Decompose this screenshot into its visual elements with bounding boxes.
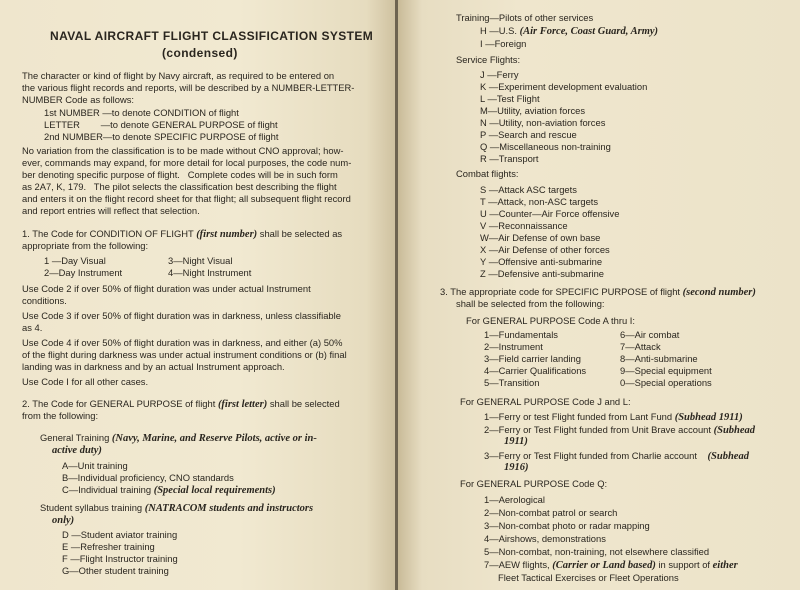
specific-item-cont: 1911) bbox=[504, 436, 528, 447]
purpose-item: Y —Offensive anti-submarine bbox=[480, 256, 603, 267]
purpose-item: E —Refresher training bbox=[62, 541, 155, 552]
left-page bbox=[0, 0, 398, 590]
training-heading: Training—Pilots of other services bbox=[456, 12, 594, 23]
section-2-line: from the following: bbox=[22, 410, 99, 421]
specific-item: 3—Ferry or Test Flight funded from Charlie account (Subhead bbox=[484, 450, 749, 462]
intro-line: The character or kind of flight by Navy aircraft, as required to be entered on bbox=[22, 70, 335, 81]
code-part: 2nd NUMBER—to denote SPECIFIC PURPOSE of flight bbox=[44, 131, 279, 142]
section-2-heading: 2. The Code for GENERAL PURPOSE of flight (first letter) shall be selected bbox=[22, 398, 340, 410]
purpose-item: K —Experiment development evaluation bbox=[480, 81, 648, 92]
specific-item: 1—Fundamentals bbox=[484, 329, 558, 340]
specific-item: 7—AEW flights, (Carrier or Land based) in support of either bbox=[484, 559, 738, 571]
specific-item: 1—Ferry or test Flight funded from Lant Fund (Subhead 1911) bbox=[484, 411, 743, 423]
purpose-item: Q —Miscellaneous non-training bbox=[480, 141, 611, 152]
purpose-item: P —Search and rescue bbox=[480, 129, 577, 140]
purpose-item: J —Ferry bbox=[480, 69, 519, 80]
general-training-note: active duty) bbox=[52, 445, 102, 456]
use-code-3: Use Code 3 if over 50% of flight duration was in darkness, unless classifiable bbox=[22, 310, 341, 321]
specific-item: 3—Non-combat photo or radar mapping bbox=[484, 520, 650, 531]
variation-line: No variation from the classification is to be made without CNO approval; how- bbox=[22, 145, 344, 156]
purpose-item: G—Other student training bbox=[62, 565, 169, 576]
variation-line: and report entries will reflect that selection. bbox=[22, 205, 200, 216]
specific-item: 4—Airshows, demonstrations bbox=[484, 533, 606, 544]
specific-item: 1—Aerological bbox=[484, 494, 545, 505]
specific-item: 0—Special operations bbox=[620, 377, 712, 388]
service-heading: Service Flights: bbox=[456, 54, 521, 65]
purpose-item: F —Flight Instructor training bbox=[62, 553, 178, 564]
purpose-item: S —Attack ASC targets bbox=[480, 184, 577, 195]
specific-item: 9—Special equipment bbox=[620, 365, 712, 376]
use-code-2: Use Code 2 if over 50% of flight duration was under actual Instrument bbox=[22, 283, 311, 294]
purpose-item: I —Foreign bbox=[480, 38, 527, 49]
use-code-2: conditions. bbox=[22, 295, 67, 306]
purpose-item: X —Air Defense of other forces bbox=[480, 244, 610, 255]
condition-item: 1 —Day Visual bbox=[44, 255, 106, 266]
intro-line: the various flight records and reports, will be described by a NUMBER-LETTER- bbox=[22, 82, 355, 93]
specific-item: 8—Anti-submarine bbox=[620, 353, 698, 364]
specific-item: 5—Non-combat, non-training, not elsewhere classified bbox=[484, 546, 710, 557]
use-code-4: Use Code 4 if over 50% of flight duration was in darkness, and either (a) 50% bbox=[22, 337, 343, 348]
code-j-heading: For GENERAL PURPOSE Code J and L: bbox=[460, 396, 631, 407]
purpose-item: L —Test Flight bbox=[480, 93, 540, 104]
purpose-item: C—Individual training (Special local requirements) bbox=[62, 484, 276, 496]
specific-item-cont: 1916) bbox=[504, 462, 529, 473]
specific-item: 2—Ferry or Test Flight funded from Unit Brave account (Subhead bbox=[484, 424, 756, 436]
code-q-heading: For GENERAL PURPOSE Code Q: bbox=[460, 478, 608, 489]
purpose-item: U —Counter—Air Force offensive bbox=[480, 208, 620, 219]
specific-item: 5—Transition bbox=[484, 377, 540, 388]
combat-heading: Combat flights: bbox=[456, 168, 519, 179]
purpose-item: V —Reconnaissance bbox=[480, 220, 568, 231]
use-code-1: Use Code I for all other cases. bbox=[22, 376, 149, 387]
intro-line: NUMBER Code as follows: bbox=[22, 94, 135, 105]
use-code-4: of the flight during darkness was under actual instrument conditions or (b) final bbox=[22, 349, 347, 360]
use-code-3: as 4. bbox=[22, 322, 43, 333]
specific-item-cont: Fleet Tactical Exercises or Fleet Operations bbox=[498, 572, 679, 583]
use-code-4: landing was in darkness and by an actual Instrument approach. bbox=[22, 361, 285, 372]
code-a-heading: For GENERAL PURPOSE Code A thru I: bbox=[466, 315, 635, 326]
purpose-item: Z —Defensive anti-submarine bbox=[480, 268, 605, 279]
student-syllabus-note: only) bbox=[52, 515, 75, 526]
right-page bbox=[398, 0, 800, 590]
condition-item: 2—Day Instrument bbox=[44, 267, 123, 278]
purpose-item: T —Attack, non-ASC targets bbox=[480, 196, 599, 207]
purpose-item: H —U.S. (Air Force, Coast Guard, Army) bbox=[480, 25, 659, 37]
section-3-line: shall be selected from the following: bbox=[456, 298, 605, 309]
specific-item: 2—Instrument bbox=[484, 341, 543, 352]
condition-item: 3—Night Visual bbox=[168, 255, 233, 266]
variation-line: as 2A7, K, 179. The pilot selects the classification best describing the flight bbox=[22, 181, 337, 192]
general-training-label: General Training (Navy, Marine, and Reserve Pilots, active or in- bbox=[40, 432, 317, 444]
specific-item: 3—Field carrier landing bbox=[484, 353, 581, 364]
specific-item: 4—Carrier Qualifications bbox=[484, 365, 587, 376]
purpose-item: A—Unit training bbox=[62, 460, 128, 471]
purpose-item: N —Utility, non-aviation forces bbox=[480, 117, 606, 128]
code-part: 1st NUMBER —to denote CONDITION of flight bbox=[44, 107, 239, 118]
specific-item: 7—Attack bbox=[620, 341, 661, 352]
purpose-item: B—Individual proficiency, CNO standards bbox=[62, 472, 234, 483]
section-1-line: appropriate from the following: bbox=[22, 240, 149, 251]
page-subtitle: (condensed) bbox=[162, 46, 238, 60]
specific-item: 6—Air combat bbox=[620, 329, 680, 340]
variation-line: ber denoting specific purpose of flight. Complete codes will be in such form bbox=[22, 169, 338, 180]
code-part: LETTER —to denote GENERAL PURPOSE of flight bbox=[44, 119, 278, 130]
purpose-item: W—Air Defense of own base bbox=[480, 232, 601, 243]
section-3-heading: 3. The appropriate code for SPECIFIC PURPOSE of flight (second number) bbox=[440, 286, 756, 298]
variation-line: and enters it on the flight record sheet for that flight; all subsequent flight record bbox=[22, 193, 351, 204]
purpose-item: D —Student aviator training bbox=[62, 529, 178, 540]
page-title: NAVAL AIRCRAFT FLIGHT CLASSIFICATION SYSTEM bbox=[50, 29, 374, 43]
condition-item: 4—Night Instrument bbox=[168, 267, 252, 278]
specific-item: 2—Non-combat patrol or search bbox=[484, 507, 618, 518]
section-1-heading: 1. The Code for CONDITION OF FLIGHT (first number) shall be selected as bbox=[22, 228, 343, 240]
student-syllabus-label: Student syllabus training (NATRACOM students and instructors bbox=[40, 502, 314, 514]
variation-line: ever, commands may expand, for more detail for local purposes, the code num- bbox=[22, 157, 352, 168]
purpose-item: M—Utility, aviation forces bbox=[480, 105, 586, 116]
purpose-item: R —Transport bbox=[480, 153, 539, 164]
